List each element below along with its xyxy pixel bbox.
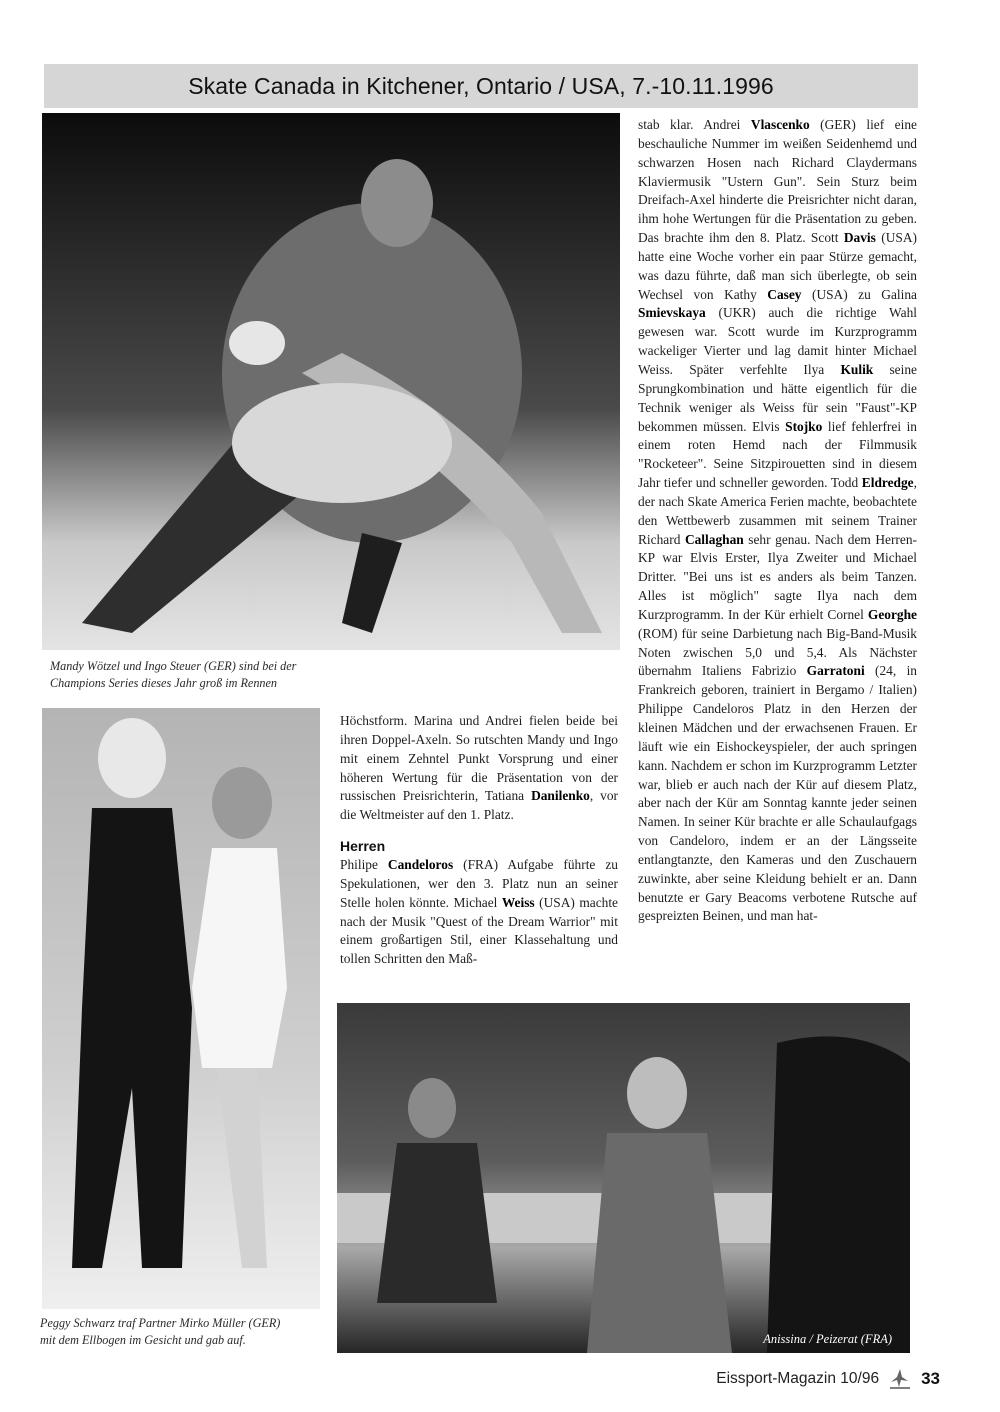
name-garratoni: Garratoni (806, 663, 865, 679)
page-number: 33 (921, 1369, 940, 1388)
paragraph: Höchstform. Marina und Andrei fielen beide bei ihren Doppel-Axeln. So rutschten Mandy und Ingo mit einem Zehntel Punkt Vorsprung und einer höheren Wertung für die Präsentation von der russischen Preisrichterin, Tatiana Danilenko, vor die Weltmeister auf den 1. Platz. (340, 713, 618, 823)
paragraph: Philipe Candeloros (FRA) Aufgabe führte zu Spekulationen, wer den 3. Platz nun an seiner Stelle holen könnte. Michael Weiss (USA) machte nach der Musik "Quest of the Dream Warrior" mit einem großartigen Stil, einer Klassehaltung und tollen Schritten den Maß- (340, 857, 618, 967)
photo-pairs-skating (42, 113, 620, 650)
skater-logo-icon (887, 1367, 913, 1391)
name-eldredge: Eldredge (861, 475, 914, 491)
photo-schwarz-mueller (42, 708, 320, 1309)
photo-anissina-peizerat (337, 1003, 910, 1353)
name-smievskaya: Smievskaya (638, 305, 706, 321)
page-footer (700, 1366, 940, 1392)
name-danilenko: Danilenko (531, 788, 590, 804)
caption-top-photo: Mandy Wötzel und Ingo Steuer (GER) sind bei der Champions Series dieses Jahr groß im Rennen (50, 659, 297, 690)
name-callaghan: Callaghan (684, 531, 744, 547)
page-title: Skate Canada in Kitchener, Ontario / USA, 7.-10.11.1996 (188, 72, 774, 99)
name-stojko: Stojko (785, 418, 823, 434)
photo-credit: Anissina / Peizerat (FRA) (763, 1332, 892, 1346)
name-candeloros: Candeloros (387, 857, 454, 873)
name-georghe: Georghe (867, 606, 917, 622)
name-vlascenko: Vlascenko (750, 117, 810, 132)
name-weiss: Weiss (501, 894, 535, 910)
article-column-right (638, 116, 917, 926)
header-bar (44, 64, 918, 108)
name-kulik: Kulik (840, 361, 874, 377)
caption-left-photo: Peggy Schwarz traf Partner Mirko Müller (GER) mit dem Ellbogen im Gesicht und gab auf. (40, 1316, 281, 1347)
magazine-name: Eissport-Magazin 10/96 (716, 1370, 880, 1387)
article-column-middle (340, 712, 618, 969)
paragraph: stab klar. Andrei Vlascenko (GER) lief eine beschauliche Nummer im weißen Seidenhemd und schwarzen Hosen nach Richard Claydermans Klaviermusik "Ustern Gun". Sein Sturz beim Dreifach-Axel hinderte die Preisrichter nicht daran, ihm hohe Wertungen für die Präsentation zu geben. Das brachte ihm den 8. Platz. Scott Davis (USA) hatte eine Woche vorher ein paar Stürze gemacht, was dazu führte, daß man sich überlegte, ob sein Wechsel von Kathy Casey (USA) zu Galina Smievskaya (UKR) auch die richtige Wahl gewesen war. Scott wurde im Kurzprogramm wackeliger Vierter und lag damit hinter Michael Weiss. Später verfehlte Ilya Kulik seine Sprungkombination und hätte eigentlich für die Technik weniger als Weiss für sein "Faust"-KP bekommen müssen. Elvis Stojko lief fehlerfrei in einem roten Hemd nach der Filmmusik "Rocketeer". Seine Sitzpirouetten sind in diesem Jahr tiefer und schneller geworden. Todd Eldredge, der nach Skate America Ferien machte, beobachtete den Wettbewerb zusammen mit seinem Trainer Richard Callaghan sehr genau. Nach dem Herren-KP war Elvis Erster, Ilya Zweiter und Michael Dritter. "Bei uns ist es anders als beim Tanzen. Alles ist möglich" sagte Ilya nach dem Kurzprogramm. In der Kür erhielt Cornel Georghe (ROM) für seine Darbietung nach Big-Band-Musik Noten zwischen 5,0 und 5,4. Als Nächster übernahm Italiens Fabrizio Garratoni (24, in Frankreich geboren, trainiert in Bergamo / Italien) Philippe Candeloros Platz in den Herzen der kleinen Mädchen und der erwachsenen Frauen. Er läuft wie ein Eishockeyspieler, der auch springen kann. Nachdem er schon im Kurzprogramm Letzter war, blieb er auch nach der Kür auf diesem Platz, aber nach der Kür am Sonntag kannte jeder seinen Namen. In seiner Kür brachte er alle Schaulaufgags von Candeloro, indem er an der Längsseite entlangtanzte, den Kameras und den Zuschauern zuwinkte, aber seine Kleidung behielt er an. Dann benutzte er Gary Beacoms verbotene Rutsche auf gespreizten Beinen, und man hat- (638, 117, 917, 924)
name-davis: Davis (843, 230, 876, 246)
section-heading-herren: Herren (340, 838, 386, 855)
name-casey: Casey (767, 286, 802, 302)
